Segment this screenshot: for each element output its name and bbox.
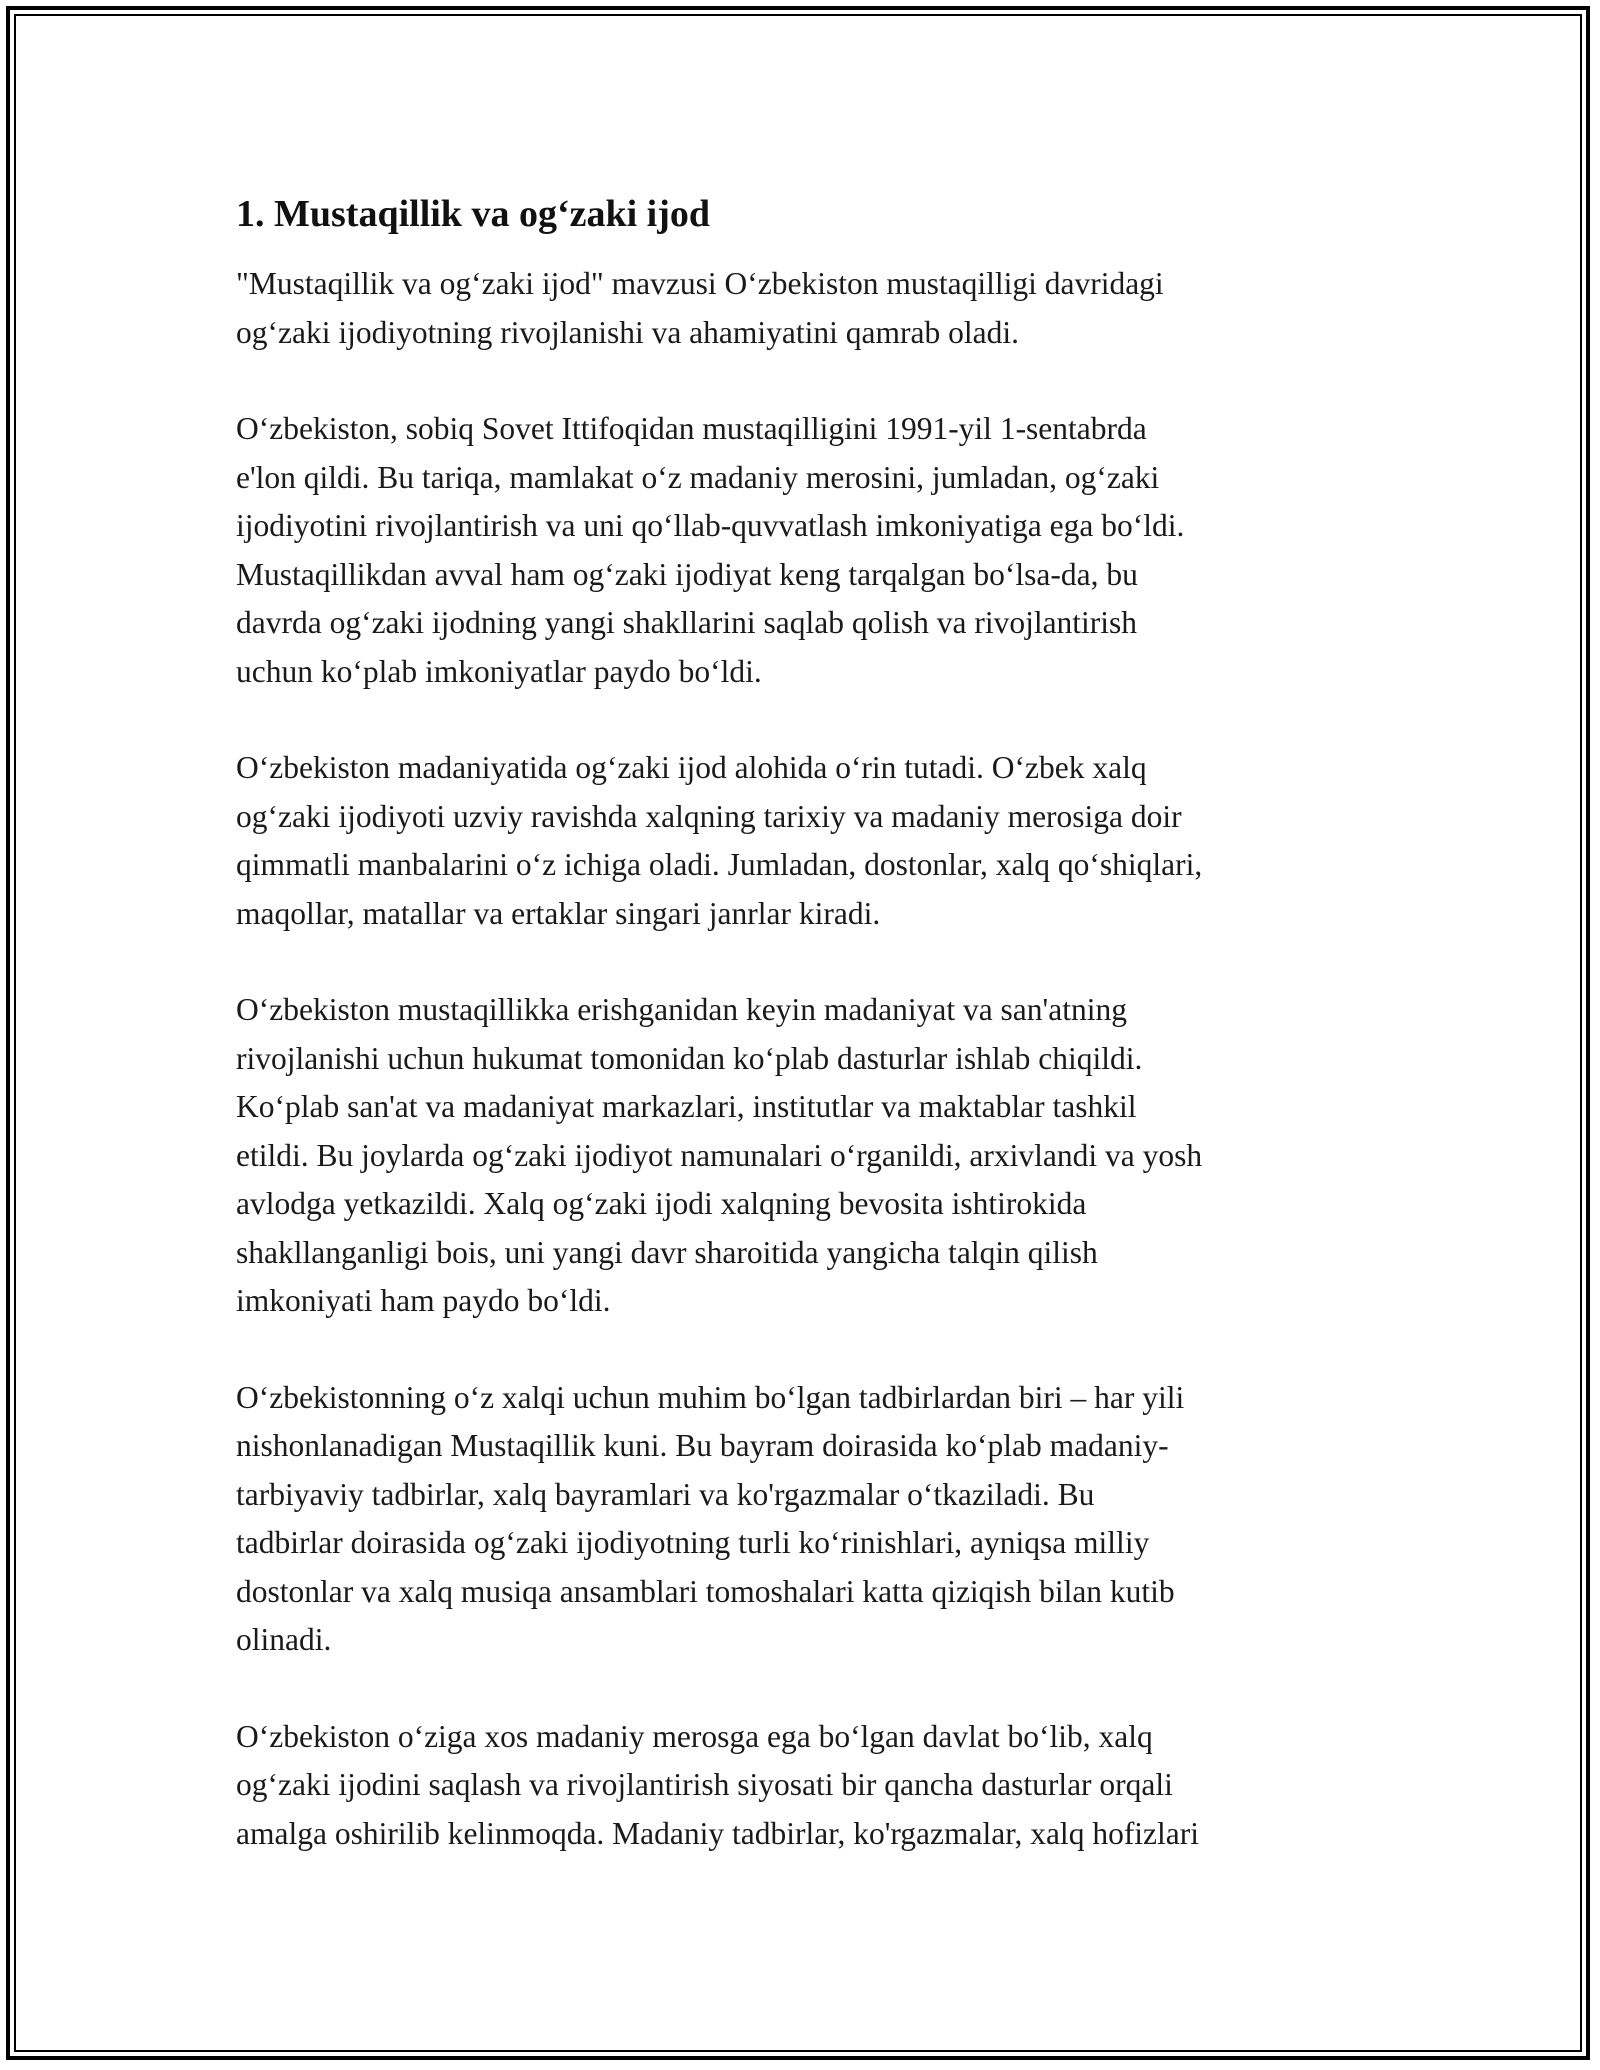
text-line: tadbirlar doirasida og‘zaki ijodiyotning turli ko‘rinishlari, ayniqsa milliy — [236, 1525, 1150, 1560]
text-line: qimmatli manbalarini o‘z ichiga oladi. Jumladan, dostonlar, xalq qo‘shiqlari, — [236, 847, 1203, 882]
text-line: og‘zaki ijodiyotning rivojlanishi va ahamiyatini qamrab oladi. — [236, 314, 1019, 350]
document-body — [236, 186, 1370, 1906]
text-line: dostonlar va xalq musiqa ansamblari tomoshalari katta qiziqish bilan kutib — [236, 1573, 1175, 1609]
text-line: O‘zbekistonning o‘z xalqi uchun muhim bo‘lgan tadbirlardan biri – har yili — [236, 1379, 1185, 1415]
text-line: olinadi. — [236, 1622, 332, 1657]
text-line: Mustaqillikdan avval ham og‘zaki ijodiyat keng tarqalgan bo‘lsa-da, bu — [236, 556, 1138, 592]
text-line: rivojlanishi uchun hukumat tomonidan ko‘plab dasturlar ishlab chiqildi. — [236, 1040, 1143, 1076]
text-line: avlodga yetkazildi. Xalq og‘zaki ijodi xalqning bevosita ishtirokida — [236, 1186, 1087, 1221]
text-line: O‘zbekiston madaniyatida og‘zaki ijod alohida o‘rin tutadi. O‘zbek xalq — [236, 750, 1147, 785]
text-line: og‘zaki ijodini saqlash va rivojlantirish siyosati bir qancha dasturlar orqali — [236, 1767, 1173, 1802]
text-line: nishonlanadigan Mustaqillik kuni. Bu bayram doirasida ko‘plab madaniy- — [236, 1428, 1169, 1463]
paragraph-heritage — [236, 1713, 1370, 1859]
text-line: og‘zaki ijodiyoti uzviy ravishda xalqning tarixiy va madaniy merosiga doir — [236, 798, 1182, 834]
paragraph-programs — [236, 986, 1370, 1326]
text-line: "Mustaqillik va og‘zaki ijod" mavzusi O‘zbekiston mustaqilligi davridagi — [236, 266, 1164, 301]
paragraph-culture — [236, 744, 1370, 938]
text-line: amalga oshirilib kelinmoqda. Madaniy tadbirlar, ko'rgazmalar, xalq hofizlari — [236, 1815, 1200, 1851]
text-line: uchun ko‘plab imkoniyatlar paydo bo‘ldi. — [236, 653, 762, 689]
text-line: ijodiyotini rivojlantirish va uni qo‘llab-quvvatlash imkoniyatiga ega bo‘ldi. — [236, 508, 1185, 543]
text-line: O‘zbekiston, sobiq Sovet Ittifoqidan mustaqilligini 1991-yil 1-sentabrda — [236, 411, 1147, 446]
text-line: Ko‘plab san'at va madaniyat markazlari, institutlar va maktablar tashkil — [236, 1089, 1137, 1124]
text-line: shakllanganligi bois, uni yangi davr sharoitida yangicha talqin qilish — [236, 1234, 1098, 1270]
text-line: e'lon qildi. Bu tariqa, mamlakat o‘z madaniy merosini, jumladan, og‘zaki — [236, 459, 1160, 495]
text-line: imkoniyati ham paydo bo‘ldi. — [236, 1283, 611, 1318]
text-line: tarbiyaviy tadbirlar, xalq bayramlari va ko'rgazmalar o‘tkaziladi. Bu — [236, 1476, 1095, 1512]
paragraph-independence — [236, 405, 1370, 696]
text-line: davrda og‘zaki ijodning yangi shakllarini saqlab qolish va rivojlantirish — [236, 605, 1138, 640]
section-heading: 1. Mustaqillik va og‘zaki ijod — [236, 193, 710, 235]
text-line: O‘zbekiston o‘ziga xos madaniy merosga ega bo‘lgan davlat bo‘lib, xalq — [236, 1718, 1153, 1754]
paragraph-independence-day — [236, 1374, 1370, 1665]
text-line: maqollar, matallar va ertaklar singari janrlar kiradi. — [236, 895, 881, 931]
text-line: etildi. Bu joylarda og‘zaki ijodiyot namunalari o‘rganildi, arxivlandi va yosh — [236, 1137, 1203, 1173]
text-line: O‘zbekiston mustaqillikka erishganidan keyin madaniyat va san'atning — [236, 992, 1127, 1027]
paragraph-intro — [236, 260, 1370, 357]
